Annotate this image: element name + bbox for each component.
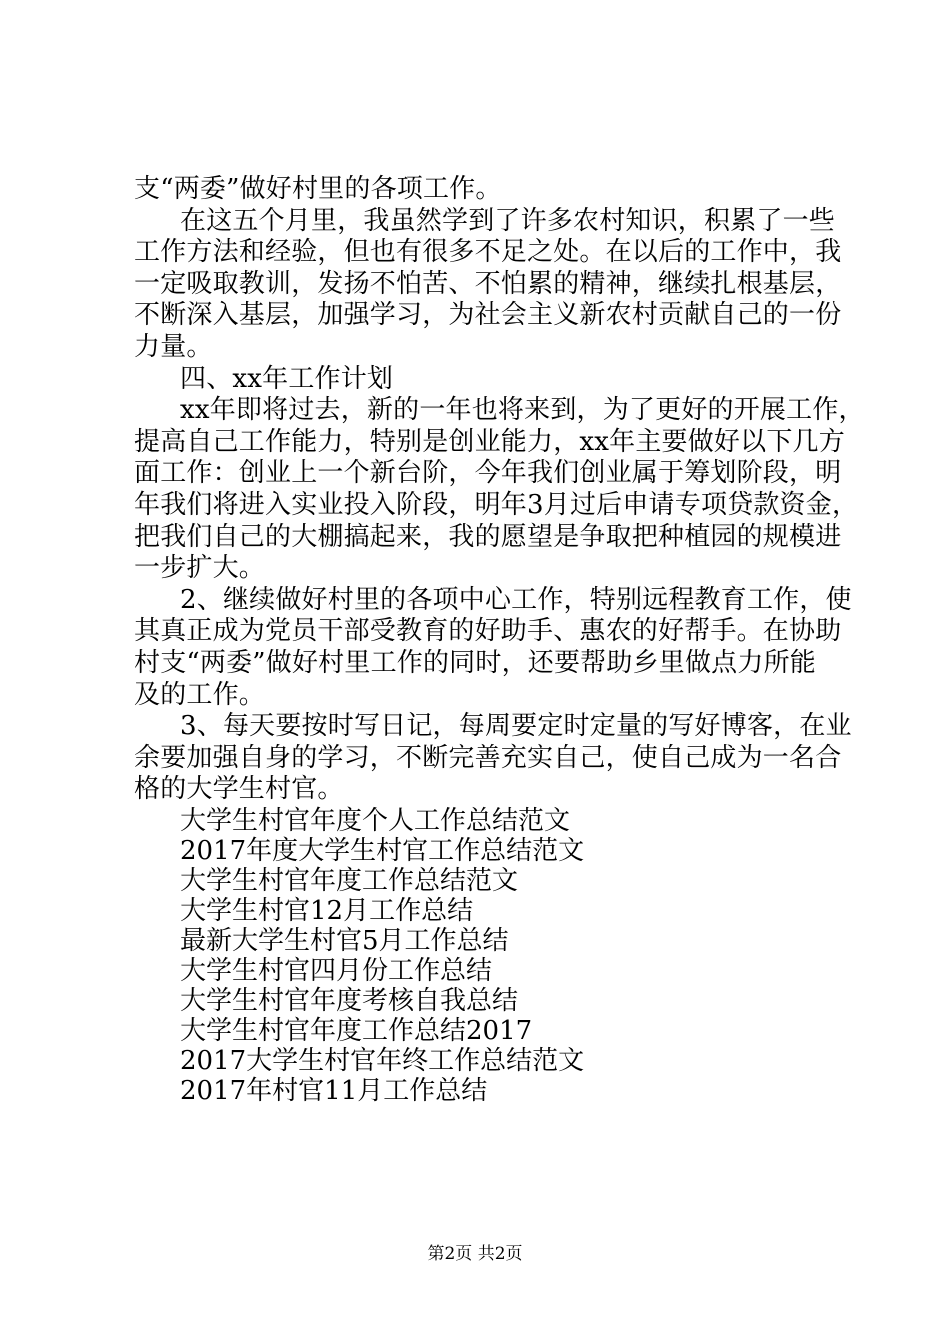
body-line: 力量。 — [134, 331, 213, 362]
related-title: 2017大学生村官年终工作总结范文 — [180, 1045, 585, 1076]
body-line: 支“两委”做好村里的各项工作。 — [134, 174, 502, 204]
body-line: 余要加强自身的学习，不断完善充实自己，使自己成为一名合 — [134, 742, 842, 773]
body-line: xx年即将过去，新的一年也将来到，为了更好的开展工作， — [180, 395, 865, 426]
body-line: 把我们自己的大棚搞起来，我的愿望是争取把种植园的规模进 — [134, 521, 842, 552]
related-title: 大学生村官12月工作总结 — [180, 895, 474, 926]
section-heading: 四、xx年工作计划 — [180, 363, 394, 394]
body-line: 村支“两委”做好村里工作的同时，还要帮助乡里做点力所能 — [134, 647, 816, 678]
body-line: 及的工作。 — [134, 679, 266, 710]
related-title: 2017年村官11月工作总结 — [180, 1075, 488, 1106]
body-line: 提高自己工作能力，特别是创业能力，xx年主要做好以下几方 — [134, 426, 845, 457]
related-title: 大学生村官四月份工作总结 — [180, 955, 493, 986]
related-title: 大学生村官年度考核自我总结 — [180, 985, 519, 1016]
body-line: 不断深入基层，加强学习，为社会主义新农村贡献自己的一份 — [134, 300, 842, 331]
related-title: 最新大学生村官5月工作总结 — [180, 925, 509, 956]
page-number: 第2页 共2页 — [427, 1244, 523, 1264]
related-title: 大学生村官年度工作总结2017 — [180, 1015, 533, 1046]
body-line: 年我们将进入实业投入阶段，明年3月过后申请专项贷款资金， — [134, 489, 859, 520]
related-title: 2017年度大学生村官工作总结范文 — [180, 835, 585, 866]
body-line: 面工作：创业上一个新台阶，今年我们创业属于筹划阶段，明 — [134, 458, 842, 489]
body-line: 其真正成为党员干部受教育的好助手、惠农的好帮手。在协助 — [134, 616, 842, 647]
body-line: 3、每天要按时写日记，每周要定时定量的写好博客，在业 — [180, 711, 852, 742]
document-body — [134, 174, 865, 1106]
related-title: 大学生村官年度工作总结范文 — [180, 865, 519, 896]
body-line: 工作方法和经验，但也有很多不足之处。在以后的工作中，我 — [134, 237, 842, 268]
related-title: 大学生村官年度个人工作总结范文 — [180, 805, 571, 836]
body-line: 格的大学生村官。 — [134, 774, 344, 805]
body-line: 一步扩大。 — [134, 553, 266, 584]
body-line: 2、继续做好村里的各项中心工作，特别远程教育工作，使 — [180, 584, 852, 615]
body-line: 在这五个月里，我虽然学到了许多农村知识，积累了一些 — [180, 205, 836, 236]
body-line: 一定吸取教训，发扬不怕苦、不怕累的精神，继续扎根基层， — [134, 268, 842, 299]
